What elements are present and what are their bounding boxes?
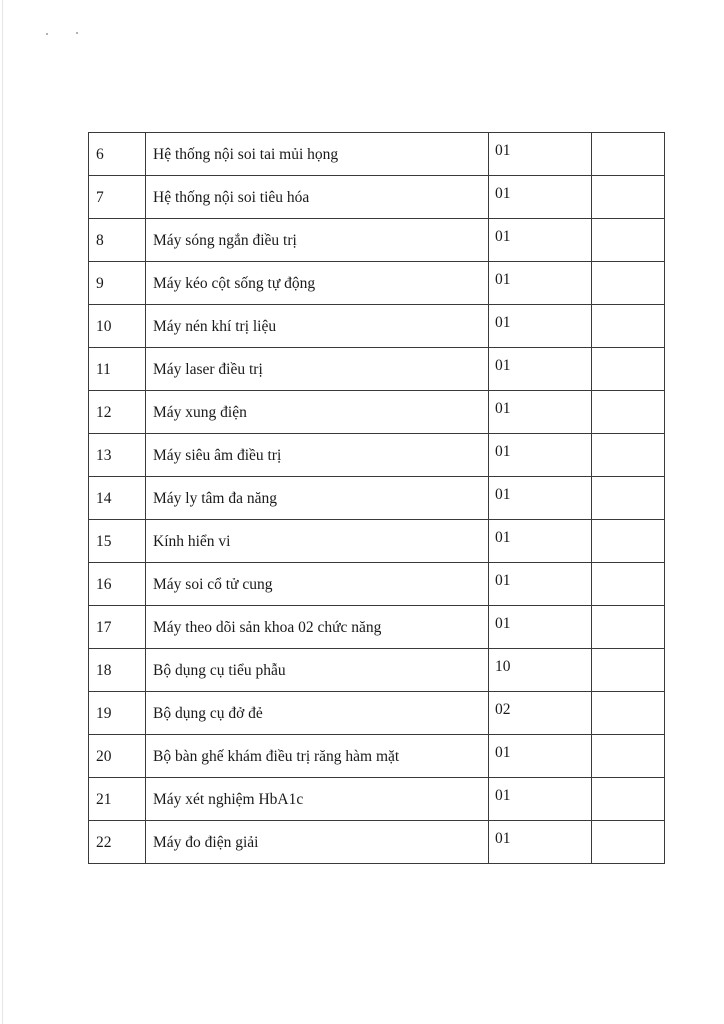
equipment-name: Hệ thống nội soi tai mủi họng	[153, 146, 339, 163]
equipment-table	[88, 132, 665, 864]
row-number: 8	[96, 232, 104, 249]
quantity: 01	[495, 185, 511, 202]
equipment-name-cell	[146, 348, 489, 391]
quantity: 01	[495, 443, 511, 460]
table-row	[89, 649, 665, 692]
equipment-name: Máy ly tâm đa năng	[153, 490, 277, 507]
note	[592, 133, 664, 146]
row-number-cell	[89, 434, 146, 477]
row-number-cell	[89, 133, 146, 176]
quantity-cell	[489, 649, 592, 692]
row-number: 6	[96, 146, 104, 163]
row-number: 7	[96, 189, 104, 206]
equipment-name-cell	[146, 520, 489, 563]
row-number: 20	[96, 748, 112, 765]
row-number: 9	[96, 275, 104, 292]
equipment-name-cell	[146, 219, 489, 262]
equipment-name-cell	[146, 133, 489, 176]
quantity-cell	[489, 821, 592, 864]
note	[592, 176, 664, 189]
row-number: 12	[96, 404, 112, 421]
note	[592, 434, 664, 447]
note	[592, 477, 664, 490]
quantity-cell	[489, 735, 592, 778]
row-number-cell	[89, 348, 146, 391]
quantity-cell	[489, 133, 592, 176]
note-cell	[592, 176, 665, 219]
equipment-name: Máy xét nghiệm HbA1c	[153, 791, 304, 808]
note	[592, 391, 664, 404]
note-cell	[592, 391, 665, 434]
quantity: 01	[495, 787, 511, 804]
row-number-cell	[89, 176, 146, 219]
scan-page-edge	[2, 0, 3, 1024]
note	[592, 305, 664, 318]
quantity: 01	[495, 830, 511, 847]
table-row	[89, 477, 665, 520]
row-number-cell	[89, 606, 146, 649]
note	[592, 735, 664, 748]
equipment-name-cell	[146, 262, 489, 305]
row-number: 17	[96, 619, 112, 636]
row-number-cell	[89, 262, 146, 305]
quantity-cell	[489, 606, 592, 649]
row-number-cell	[89, 391, 146, 434]
quantity-cell	[489, 692, 592, 735]
equipment-name: Bộ bàn ghế khám điều trị răng hàm mặt	[153, 748, 400, 765]
scan-speck	[76, 32, 78, 34]
row-number: 10	[96, 318, 112, 335]
table-row	[89, 219, 665, 262]
equipment-name-cell	[146, 176, 489, 219]
row-number-cell	[89, 563, 146, 606]
equipment-name-cell	[146, 821, 489, 864]
row-number: 14	[96, 490, 112, 507]
note-cell	[592, 563, 665, 606]
quantity-cell	[489, 219, 592, 262]
equipment-name-cell	[146, 563, 489, 606]
note-cell	[592, 219, 665, 262]
row-number: 16	[96, 576, 112, 593]
quantity: 01	[495, 142, 511, 159]
quantity-cell	[489, 477, 592, 520]
quantity: 01	[495, 228, 511, 245]
note-cell	[592, 520, 665, 563]
table-row	[89, 520, 665, 563]
note-cell	[592, 778, 665, 821]
table-row	[89, 391, 665, 434]
equipment-name-cell	[146, 735, 489, 778]
note	[592, 778, 664, 791]
row-number-cell	[89, 305, 146, 348]
note	[592, 563, 664, 576]
equipment-name-cell	[146, 434, 489, 477]
equipment-name: Máy kéo cột sống tự động	[153, 275, 316, 292]
equipment-name-cell	[146, 649, 489, 692]
note-cell	[592, 606, 665, 649]
table-row	[89, 305, 665, 348]
table-row	[89, 692, 665, 735]
note	[592, 262, 664, 275]
row-number: 21	[96, 791, 112, 808]
note	[592, 520, 664, 533]
equipment-name-cell	[146, 305, 489, 348]
equipment-name: Máy theo dõi sản khoa 02 chức năng	[153, 619, 382, 636]
note-cell	[592, 348, 665, 391]
quantity-cell	[489, 778, 592, 821]
equipment-name: Máy sóng ngắn điều trị	[153, 232, 297, 249]
row-number-cell	[89, 778, 146, 821]
row-number-cell	[89, 692, 146, 735]
row-number: 22	[96, 834, 112, 851]
table-row	[89, 133, 665, 176]
row-number: 18	[96, 662, 112, 679]
quantity-cell	[489, 520, 592, 563]
equipment-name: Máy đo điện giải	[153, 834, 259, 851]
note	[592, 606, 664, 619]
row-number: 15	[96, 533, 112, 550]
equipment-name: Máy xung điện	[153, 404, 247, 421]
equipment-name: Kính hiển vi	[153, 533, 231, 550]
equipment-name: Bộ dụng cụ đở đẻ	[153, 705, 263, 722]
quantity: 01	[495, 486, 511, 503]
equipment-name-cell	[146, 692, 489, 735]
table-row	[89, 735, 665, 778]
quantity-cell	[489, 262, 592, 305]
equipment-name-cell	[146, 778, 489, 821]
table-row	[89, 563, 665, 606]
quantity-cell	[489, 176, 592, 219]
equipment-name: Máy nén khí trị liệu	[153, 318, 277, 335]
table-row	[89, 778, 665, 821]
equipment-name-cell	[146, 477, 489, 520]
equipment-name: Máy soi cổ tử cung	[153, 576, 273, 593]
quantity: 01	[495, 271, 511, 288]
note	[592, 692, 664, 705]
note	[592, 219, 664, 232]
table-row	[89, 821, 665, 864]
note-cell	[592, 735, 665, 778]
note-cell	[592, 649, 665, 692]
note-cell	[592, 262, 665, 305]
scan-speck	[46, 33, 48, 35]
row-number: 19	[96, 705, 112, 722]
row-number-cell	[89, 477, 146, 520]
quantity: 02	[495, 701, 511, 718]
note	[592, 649, 664, 662]
note-cell	[592, 305, 665, 348]
note-cell	[592, 477, 665, 520]
equipment-name: Máy laser điều trị	[153, 361, 263, 378]
quantity-cell	[489, 563, 592, 606]
equipment-name: Máy siêu âm điều trị	[153, 447, 282, 464]
note-cell	[592, 821, 665, 864]
quantity-cell	[489, 348, 592, 391]
row-number-cell	[89, 520, 146, 563]
quantity: 01	[495, 529, 511, 546]
row-number-cell	[89, 735, 146, 778]
table-row	[89, 434, 665, 477]
row-number: 13	[96, 447, 112, 464]
row-number: 11	[96, 361, 111, 378]
quantity: 01	[495, 572, 511, 589]
note-cell	[592, 692, 665, 735]
table-row	[89, 262, 665, 305]
equipment-name-cell	[146, 606, 489, 649]
quantity-cell	[489, 391, 592, 434]
note	[592, 821, 664, 834]
quantity: 01	[495, 314, 511, 331]
note-cell	[592, 133, 665, 176]
quantity-cell	[489, 305, 592, 348]
equipment-name: Bộ dụng cụ tiểu phẫu	[153, 662, 286, 679]
note-cell	[592, 434, 665, 477]
row-number-cell	[89, 219, 146, 262]
quantity-cell	[489, 434, 592, 477]
table-row	[89, 606, 665, 649]
row-number-cell	[89, 821, 146, 864]
equipment-name-cell	[146, 391, 489, 434]
table-row	[89, 348, 665, 391]
quantity: 01	[495, 400, 511, 417]
quantity: 10	[495, 658, 511, 675]
quantity: 01	[495, 357, 511, 374]
equipment-table-body	[89, 133, 665, 864]
table-row	[89, 176, 665, 219]
quantity: 01	[495, 744, 511, 761]
note	[592, 348, 664, 361]
quantity: 01	[495, 615, 511, 632]
row-number-cell	[89, 649, 146, 692]
equipment-name: Hệ thống nội soi tiêu hóa	[153, 189, 310, 206]
